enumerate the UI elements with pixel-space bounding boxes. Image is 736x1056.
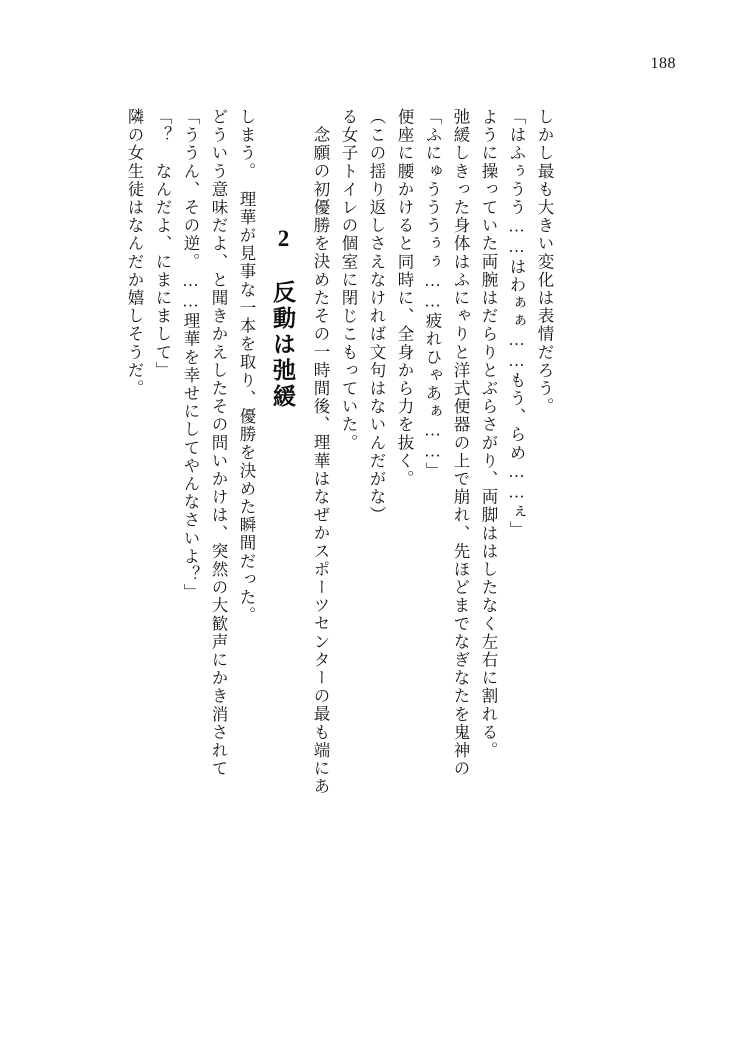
text-column: る女子トイレの個室に閉じこもっていた。: [339, 108, 358, 452]
text-column: ように操っていた両腕はだらりとぶらさがり、両脚ははしたなく左右に割れる。: [479, 108, 498, 760]
text-column: 「ふにゅうううぅぅ……疲れひゃあぁ……」: [423, 108, 442, 480]
text-column: しまう。 理華が見事な一本を取り、優勝を決めた瞬間だった。: [237, 108, 256, 625]
section-heading-spacer: [270, 254, 296, 280]
vertical-text-body: [114, 108, 674, 938]
text-column: 「ううん、その逆。……理華を幸せにしてやんなさいよ？」: [181, 108, 200, 602]
text-column: 弛緩しきった身体はふにゃりと洋式便器の上で崩れ、先ほどまでなぎなたを鬼神の: [451, 108, 470, 778]
text-column: 「？ なんだよ、にまにまして」: [153, 108, 172, 380]
text-column: （この揺り返しさえなければ文句はないんだがな）: [367, 108, 386, 525]
section-heading: [267, 108, 300, 1056]
text-column: 念願の初優勝を決めたその一時間後、理華はなぜかスポーツセンターの最も端にあ: [311, 126, 330, 796]
page-number: 188: [650, 55, 676, 72]
section-heading-number: 2: [271, 226, 296, 254]
text-column: 便座に腰かけると同時に、全身から力を抜く。: [395, 108, 414, 489]
section-heading-title: 反動は弛緩: [270, 280, 296, 410]
text-column: どういう意味だよ、と聞きかえしたその問いかけは、突然の大歓声にかき消されて: [209, 108, 228, 778]
text-column: しかし最も大きい変化は表情だろう。: [535, 108, 554, 416]
text-column: 「はふぅうう……はわぁぁ……もう、らめ……ぇ」: [507, 108, 526, 540]
text-column: 隣の女生徒はなんだか嬉しそうだ。: [125, 108, 144, 398]
